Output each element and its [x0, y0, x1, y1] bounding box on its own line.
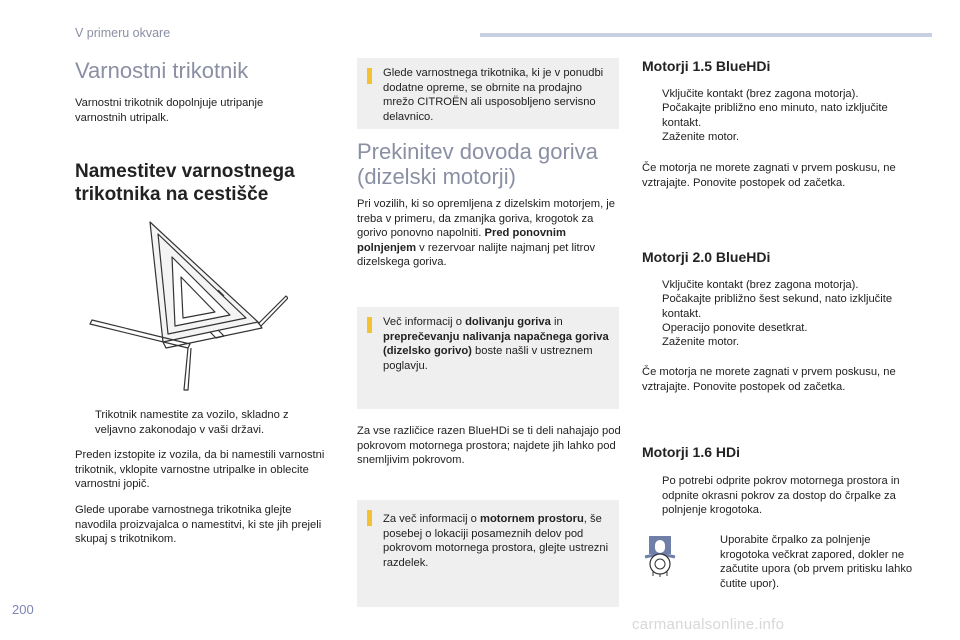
step-text: Vključite kontakt (brez zagona motorja). — [662, 279, 859, 291]
step-text: Počakajte približno eno minuto, nato izključite kontakt. — [662, 102, 888, 129]
text-part: in — [550, 316, 563, 328]
paragraph-retry-20: Če motorja ne morete zagnati v prvem poskusu, ne vztrajajte. Ponovite postopek od začetka. — [642, 366, 896, 393]
text-part: Več informacij o — [383, 316, 466, 328]
text-part: v rezervoar nalijte najmanj pet litrov dizelskega goriva. — [357, 241, 596, 268]
heading-engine-20: Motorji 2.0 BlueHDi — [642, 249, 771, 265]
note-accessory — [357, 58, 619, 129]
note-text — [383, 512, 611, 570]
paragraph-manufacturer: Glede uporabe varnostnega trikotnika glejte navodila proizvajalca o namestitvi, ki ste jih prejeli skupaj s trikotnikom. — [75, 504, 322, 545]
text-part: , še posebej o lokaciji posameznih delov pod pokrovom motornega prostora, glejte ustrezni razdelek. — [383, 513, 609, 569]
note-engine-compartment — [357, 500, 619, 607]
step-item — [642, 321, 912, 336]
title-fuel-cutoff: Prekinitev dovoda goriva (dizelski motorji) — [357, 139, 598, 189]
step-item — [642, 130, 912, 145]
heading-engine-15: Motorji 1.5 BlueHDi — [642, 58, 771, 74]
text-part: boste našli v ustreznem poglavju. — [383, 345, 593, 372]
text-bold: motornem prostoru — [480, 513, 584, 525]
warning-triangle-illustration — [88, 212, 288, 392]
step-item — [642, 292, 897, 321]
note-refuelling — [357, 307, 619, 409]
step-item — [642, 335, 912, 350]
note-accent-bar — [367, 510, 372, 526]
heading-engine-16: Motorji 1.6 HDi — [642, 444, 741, 460]
title-warning-triangle: Varnostni trikotnik — [75, 58, 249, 83]
subtitle-placement: Namestitev varnostnega trikotnika na cestišče — [75, 161, 295, 205]
note-accent-bar — [367, 317, 372, 333]
text-bold: preprečevanju nalivanja napačnega goriva (dizelsko gorivo) — [383, 330, 609, 357]
text-part: Za več informacij o — [383, 513, 480, 525]
step-text: Operacijo ponovite desetkrat. — [662, 322, 808, 334]
step-item — [642, 87, 912, 102]
note-text: Glede varnostnega trikotnika, ki je v ponudbi dodatne opreme, se obrnite na prodajno mrežo CITROËN ali usposobljeno servisno delavnico. — [383, 67, 604, 123]
step-text: Počakajte približno šest sekund, nato izključite kontakt. — [662, 293, 893, 320]
paragraph-retry-15: Če motorja ne morete zagnati v prvem poskusu, ne vztrajajte. Ponovite postopek od začetka. — [642, 162, 896, 189]
step-item — [642, 101, 897, 130]
intro-text: Varnostni trikotnik dopolnjuje utripanje varnostnih utripalk. — [75, 97, 264, 124]
paragraph-before-exit: Preden izstopite iz vozila, da bi namestili varnostni trikotnik, vklopite varnostne utripalke in oblecite varnostni jopič. — [75, 449, 325, 490]
step-text: Zaženite motor. — [662, 336, 740, 348]
step-item — [700, 533, 915, 591]
step-text: Po potrebi odprite pokrov motornega prostora in odpnite okrasni pokrov za dostop do črpalke za polnjenje krogotoka. — [662, 475, 900, 516]
priming-pump-icon — [640, 533, 680, 577]
paragraph-diesel-refill — [357, 197, 622, 270]
text-bold: Pred ponovnim polnjenjem — [357, 227, 566, 254]
text-part: Pri vozilih, ki so opremljena z dizelskim motorjem, je treba v primeru, da zmanjka goriva, krogotok za gorivo ponovno napolniti. — [357, 198, 616, 239]
step-item — [642, 474, 917, 518]
note-text — [383, 315, 611, 373]
page-number: 200 — [12, 602, 34, 617]
step-text: Vključite kontakt (brez zagona motorja). — [662, 88, 859, 100]
bullet-place-triangle — [75, 408, 327, 437]
note-accent-bar — [367, 68, 372, 84]
text-bold: dolivanju goriva — [465, 316, 551, 328]
header-rule — [480, 33, 932, 37]
step-text: Zaženite motor. — [662, 131, 740, 143]
bullet-text: Trikotnik namestite za vozilo, skladno z veljavno zakonodajo v vaši državi. — [95, 409, 289, 436]
paragraph-parts-location: Za vse različice razen BlueHDi se ti deli nahajajo pod pokrovom motornega prostora; najdete jih lahko pod snemljivim pokrovom. — [357, 425, 621, 466]
section-header: V primeru okvare — [75, 26, 171, 40]
step-text: Uporabite črpalko za polnjenje krogotoka večkrat zapored, dokler ne začutite upora (ob prvem pritisku lahko čutite upor). — [720, 534, 913, 590]
watermark: carmanualsonline.info — [632, 616, 785, 633]
step-item — [642, 278, 912, 293]
